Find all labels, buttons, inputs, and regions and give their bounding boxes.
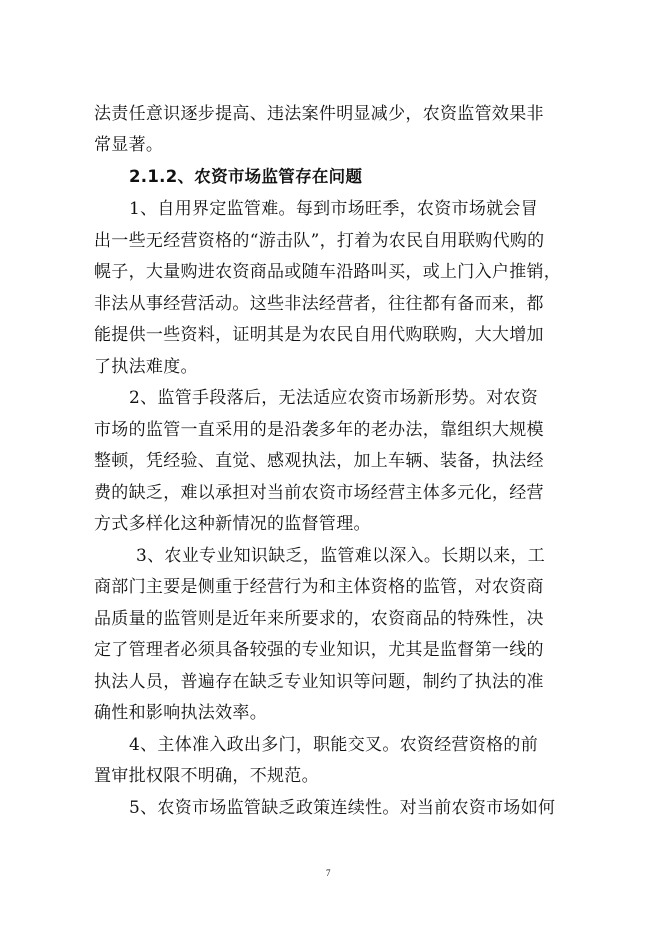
text-line: 定了管理者必须具备较强的专业知识，尤其是监督第一线的: [94, 640, 544, 660]
text-line: 常显著。: [94, 135, 164, 155]
page-number: 7: [326, 868, 331, 878]
text-line: 出一些无经营资格的“游击队”，打着为农民自用联购代购的: [94, 231, 545, 251]
text-line: 费的缺乏，难以承担对当前农资市场经营主体多元化，经营: [94, 483, 544, 503]
text-line: 执法人员，普遍存在缺乏专业知识等问题，制约了执法的准: [94, 672, 544, 692]
text-line: 2、监管手段落后，无法适应农资市场新形势。对农资: [129, 388, 539, 408]
text-line: 3、农业专业知识缺乏，监管难以深入。长期以来，工: [136, 546, 546, 566]
text-line: 能提供一些资料，证明其是为农民自用代购联购，大大增加: [94, 325, 544, 345]
section-heading: 2.1.2、农资市场监管存在问题: [129, 167, 363, 186]
text-line: 1、自用界定监管难。每到市场旺季，农资市场就会冒: [129, 199, 539, 219]
text-line: 市场的监管一直采用的是沿袭多年的老办法，靠组织大规模: [94, 420, 544, 440]
text-line: 4、主体准入政出多门，职能交叉。农资经营资格的前: [129, 735, 539, 755]
text-line: 了执法难度。: [94, 357, 198, 377]
text-line: 法责任意识逐步提高、违法案件明显减少，农资监管效果非: [94, 104, 544, 124]
text-line: 整顿，凭经验、直觉、感观执法，加上车辆、装备，执法经: [94, 451, 544, 471]
text-line: 商部门主要是侧重于经营行为和主体资格的监管，对农资商: [94, 577, 544, 597]
text-line: 幌子，大量购进农资商品或随车沿路叫买，或上门入户推销，: [94, 262, 562, 282]
text-line: 品质量的监管则是近年来所要求的，农资商品的特殊性，决: [94, 609, 544, 629]
text-line: 5、农资市场监管缺乏政策连续性。对当前农资市场如何: [129, 798, 556, 818]
text-line: 确性和影响执法效率。: [94, 703, 267, 723]
text-line: 方式多样化这种新情况的监督管理。: [94, 514, 371, 534]
text-line: 置审批权限不明确，不规范。: [94, 766, 319, 786]
text-line: 非法从事经营活动。这些非法经营者，往往都有备而来，都: [94, 294, 544, 314]
